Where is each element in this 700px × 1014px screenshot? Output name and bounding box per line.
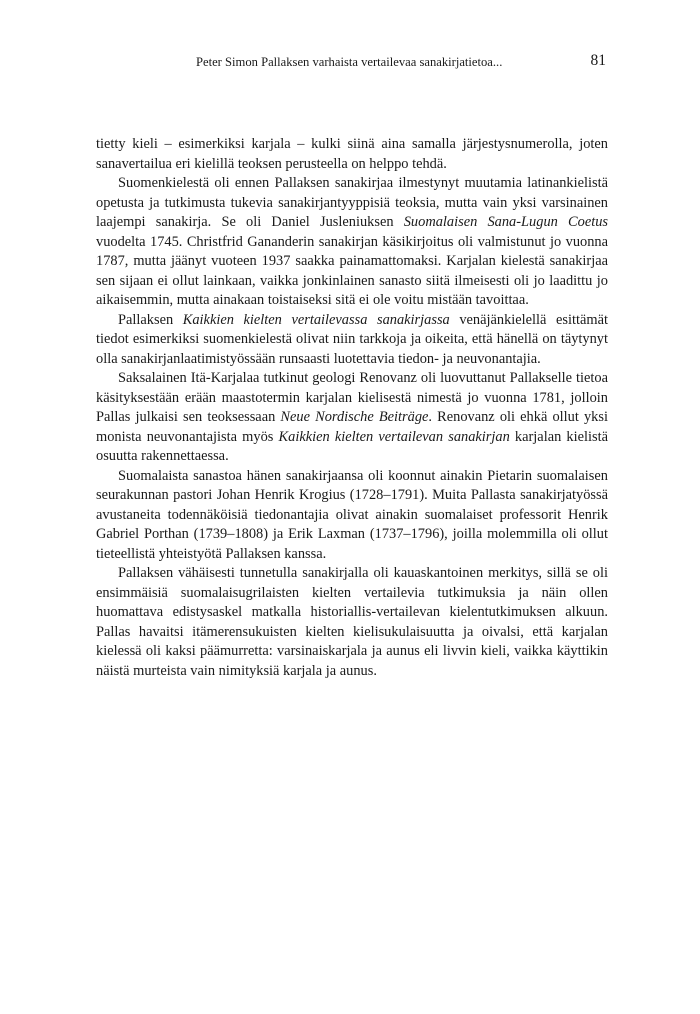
running-title: Peter Simon Pallaksen varhaista vertailevaa sanakirjatietoa... (196, 55, 503, 69)
italic-title: Neue Nordische Beiträge (280, 409, 429, 425)
paragraph (96, 174, 608, 311)
text-segment: tietty kieli – esimerkiksi karjala – kulki siinä aina samalla järjestysnumerolla, joten sanavertailua eri kielillä teoksen perusteella on helppo tehdä. (96, 136, 608, 172)
paragraph (96, 311, 608, 370)
paragraph (96, 135, 608, 174)
paragraph (96, 467, 608, 565)
body-text (96, 135, 608, 681)
text-segment: Suomalaista sanastoa hänen sanakirjaansa oli koonnut ainakin Pietarin suomalaisen seurakunnan pastori Johan Henrik Krogius (1728–1791). Muita Pallasta sanakirjatyössä avustaneita todennäköisiä tiedonantajia olivat ainakin suomalaiset professorit Henrik Gabriel Porthan (1739–1808) ja Erik Laxman (1737–1796), joilla molemmilla oli ollut tieteellistä yhteistyötä Pallaksen kanssa. (96, 467, 608, 562)
text-segment: . Renovanz oli ehkä ollut yksi monista neuvonantajista myös (96, 409, 608, 445)
italic-title: Kaikkien kielten vertailevan sanakirjan (278, 428, 510, 445)
text-segment: vuodelta 1745. Christfrid Gananderin sanakirjan käsikirjoitus oli valmistunut jo vuonna 1787, mutta jäänyt vuoteen 1937 saakka painamattomaksi. Karjalan kielestä sanakirjaa sen sijaan ei ollut lainkaan, vaikka jonkinlainen sanasto siitä ilmeisesti oli jo laadittu jo aikaisemmin, mutta ainakaan toistaiseksi sitä ei ole voitu mistään tavoittaa. (96, 233, 608, 308)
page-number: 81 (590, 52, 606, 69)
text-segment: Saksalainen Itä-Karjalaa tutkinut geologi Renovanz oli luovuttanut Pallakselle tietoa käsityksestään erään maastotermin karjalan kielisestä nimestä jo vuonna 1781, jolloin Pallas julkaisi sen teoksessaan (96, 370, 608, 425)
running-head (96, 52, 608, 72)
italic-title: Suomalaisen Sana-Lugun Coetus (403, 214, 608, 230)
paragraph (96, 369, 608, 467)
text-segment: Suomenkielestä oli ennen Pallaksen sanakirjaa ilmestynyt muutamia latinankielistä opetusta ja tutkimusta tukevia sanakirjantyyppisiä teoksia, mutta vain yksi varsinainen laajempi sanakirja. Se oli Daniel Jusleniuksen (96, 175, 608, 230)
text-segment: Pallaksen (118, 311, 183, 328)
text-segment: venäjänkielellä esittämät tiedot esimerkiksi suomenkielestä olivat niin tarkkoja ja oikeita, että hänellä on täytynyt olla sanakirjanlaatimistyössään runsaasti luotettavia tiedon- ja neuvonantajia. (96, 311, 608, 367)
text-segment: karjalan kielistä osuutta rakennettaessa. (96, 428, 608, 464)
text-segment: Pallaksen vähäisesti tunnetulla sanakirjalla oli kauaskantoinen merkitys, sillä se oli ensimmäisiä suomalaisugrilaisten kielten vertailevia tutkimuksia ja näin ollen huomattava edistysaskel matkalla historiallis-vertailevan kielentutkimuksen alkuun. Pallas havaitsi itämerensukuisten kielten kielisukulaisuutta ja oivalsi, että karjalan kielessä oli kaksi päämurretta: varsinaiskarjala ja aunus eli livvin kieli, vaikka käyttikin näistä murteista vain nimityksiä karjala ja aunus. (96, 565, 608, 679)
italic-title: Kaikkien kielten vertailevassa sanakirjassa (182, 311, 450, 328)
paragraph (96, 564, 608, 681)
